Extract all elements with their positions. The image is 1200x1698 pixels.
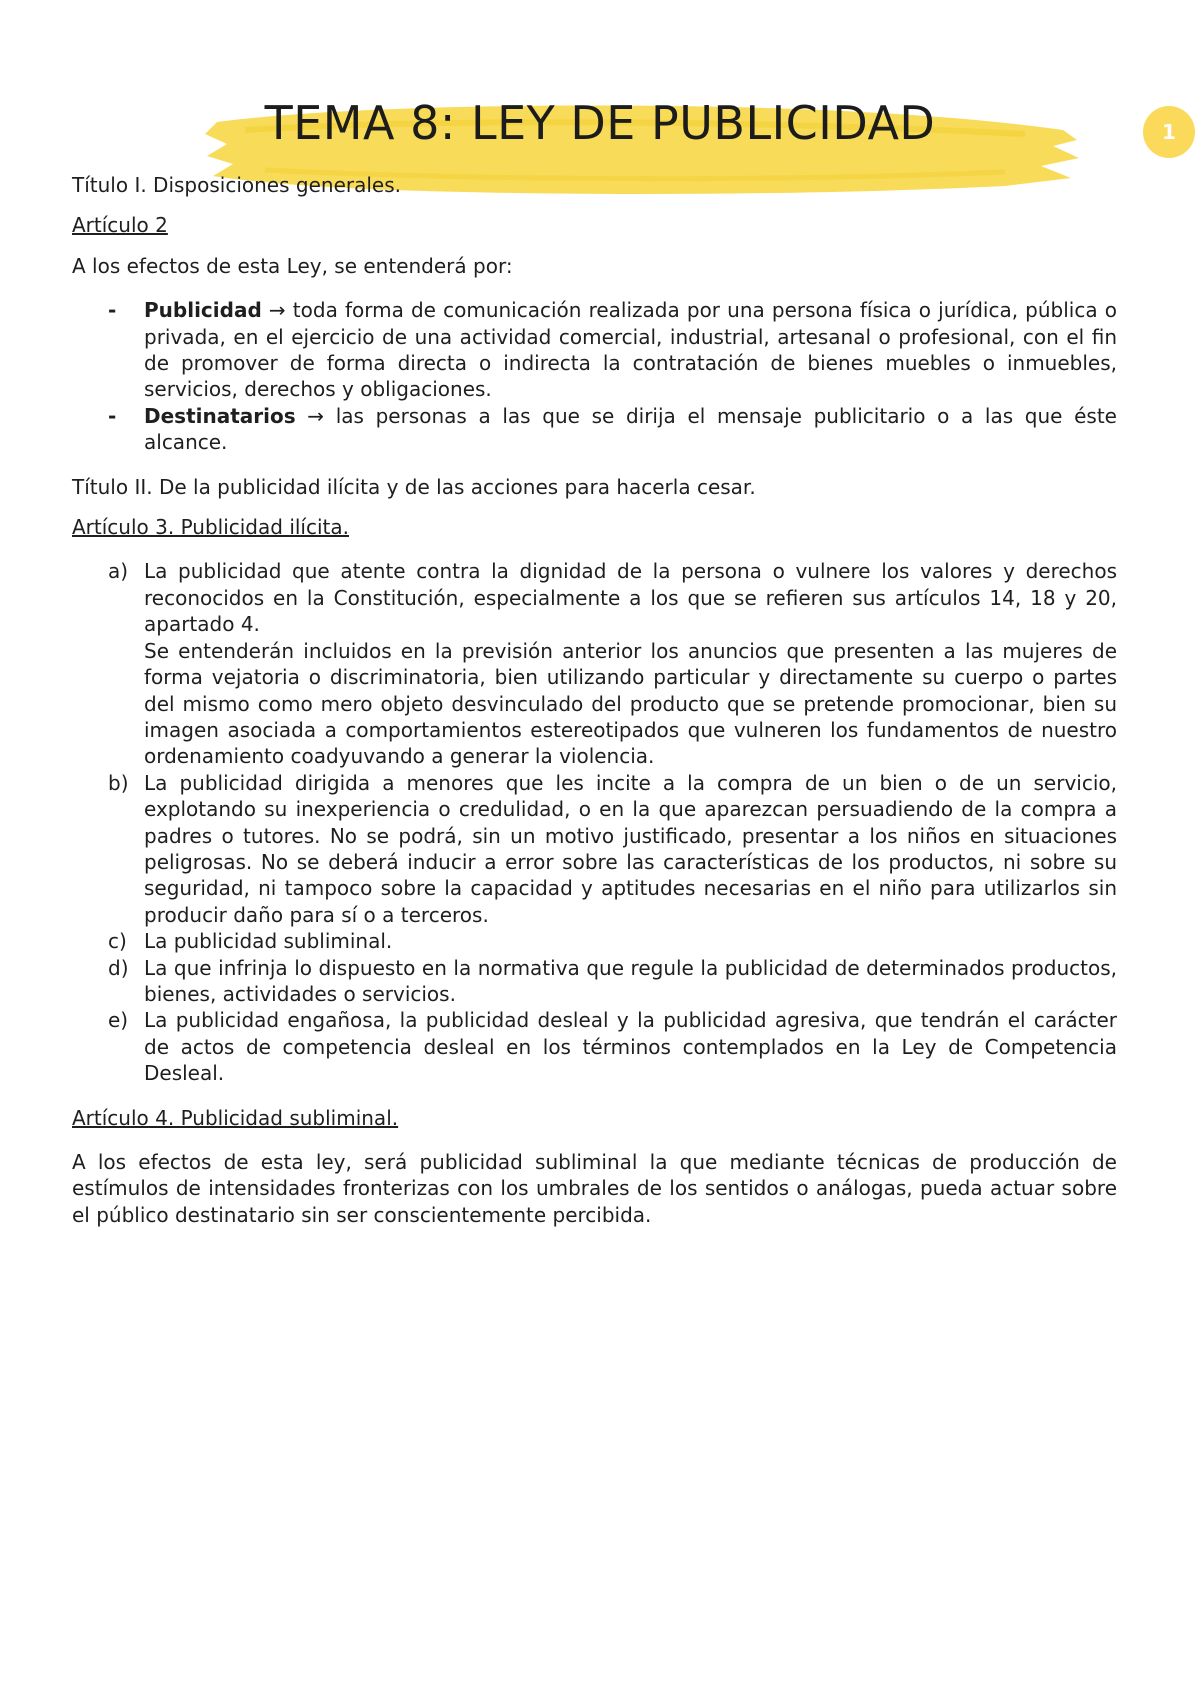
dash-marker: - xyxy=(108,403,117,428)
item-extra-paragraph: Se entenderán incluidos en la previsión anterior los anuncios que presenten a las mujeres de forma vejatoria o discriminatoria, bien utilizando particular y directamente su cuerpo o partes del mismo como mero objeto desvinculado del producto que se pretende promocionar, bien su imagen asociada a comportamientos estereotipados que vulneren los fundamentos de nuestro ordenamiento coadyuvando a generar la violencia. xyxy=(144,638,1117,769)
arrow-glyph: → xyxy=(261,298,293,323)
term-label: Destinatarios xyxy=(144,403,296,428)
item-text: La publicidad dirigida a menores que les incite a la compra de un bien o de un servicio, explotando su inexperiencia o credulidad, o en la que aparezcan persuadiendo de la compra a padres o tutores. No se podrá, sin un motivo justificado, presentar a los niños en situaciones peligrosas. No se deberá inducir a error sobre las características de los productos, ni sobre su seguridad, ni tampoco sobre la capacidad y aptitudes necesarias en el niño para utilizarlos sin producir daño para sí o a terceros. xyxy=(144,770,1117,927)
term-definition: las personas a las que se dirija el mensaje publicitario o a las que éste alcance. xyxy=(144,403,1117,455)
item-text: La publicidad engañosa, la publicidad desleal y la publicidad agresiva, que tendrán el carácter de actos de competencia desleal en los términos contemplados en la Ley de Competencia Desleal. xyxy=(144,1008,1117,1086)
item-text: La que infrinja lo dispuesto en la normativa que regule la publicidad de determinados productos, bienes, actividades o servicios. xyxy=(144,955,1117,1006)
item-text: La publicidad que atente contra la dignidad de la persona o vulnere los valores y derechos reconocidos en la Constitución, especialmente a los que se refieren sus artículos 14, 18 y 20, apartado 4. xyxy=(144,559,1117,637)
definitions-intro: A los efectos de esta Ley, se entenderá por: xyxy=(72,253,513,278)
item-marker: d) xyxy=(108,955,129,980)
item-marker: b) xyxy=(108,770,129,795)
term-definition: toda forma de comunicación realizada por una persona física o jurídica, pública o privada, en el ejercicio de una actividad comercial, industrial, artesanal o profesional, con el fin de promover de forma directa o indirecta la contratación de bienes muebles o inmuebles, servicios, derechos y obligaciones. xyxy=(144,298,1117,402)
list-item xyxy=(72,558,1117,769)
article-4-heading: Artículo 4. Publicidad subliminal. xyxy=(72,1105,399,1130)
item-marker: c) xyxy=(108,929,127,954)
list-item xyxy=(72,770,1117,928)
definitions-list xyxy=(72,297,1117,455)
list-item xyxy=(72,403,1117,456)
document-body xyxy=(72,172,1117,1228)
article-3-heading: Artículo 3. Publicidad ilícita. xyxy=(72,515,349,540)
item-marker: e) xyxy=(108,1008,129,1033)
page-number-badge: 1 xyxy=(1143,106,1195,158)
dash-marker: - xyxy=(108,298,117,323)
section-heading-titulo-1: Título I. Disposiciones generales. xyxy=(72,173,401,197)
page-title: TEMA 8: LEY DE PUBLICIDAD xyxy=(264,96,936,150)
list-item xyxy=(72,297,1117,403)
list-item xyxy=(72,955,1117,1008)
item-text: La publicidad subliminal. xyxy=(144,929,393,954)
list-item xyxy=(72,1007,1117,1086)
item-marker: a) xyxy=(108,559,129,584)
list-item xyxy=(72,928,1117,954)
article-2-heading: Artículo 2 xyxy=(72,213,168,238)
section-heading-titulo-2: Título II. De la publicidad ilícita y de las acciones para hacerla cesar. xyxy=(72,474,756,499)
arrow-glyph: → xyxy=(295,403,336,428)
term-label: Publicidad xyxy=(144,298,262,323)
illicit-advertising-list xyxy=(72,558,1117,1086)
article-4-paragraph: A los efectos de esta ley, será publicidad subliminal la que mediante técnicas de producción de estímulos de intensidades fronterizas con los umbrales de los sentidos o análogas, pueda actuar sobre el público destinatario sin ser conscientemente percibida. xyxy=(72,1150,1117,1227)
